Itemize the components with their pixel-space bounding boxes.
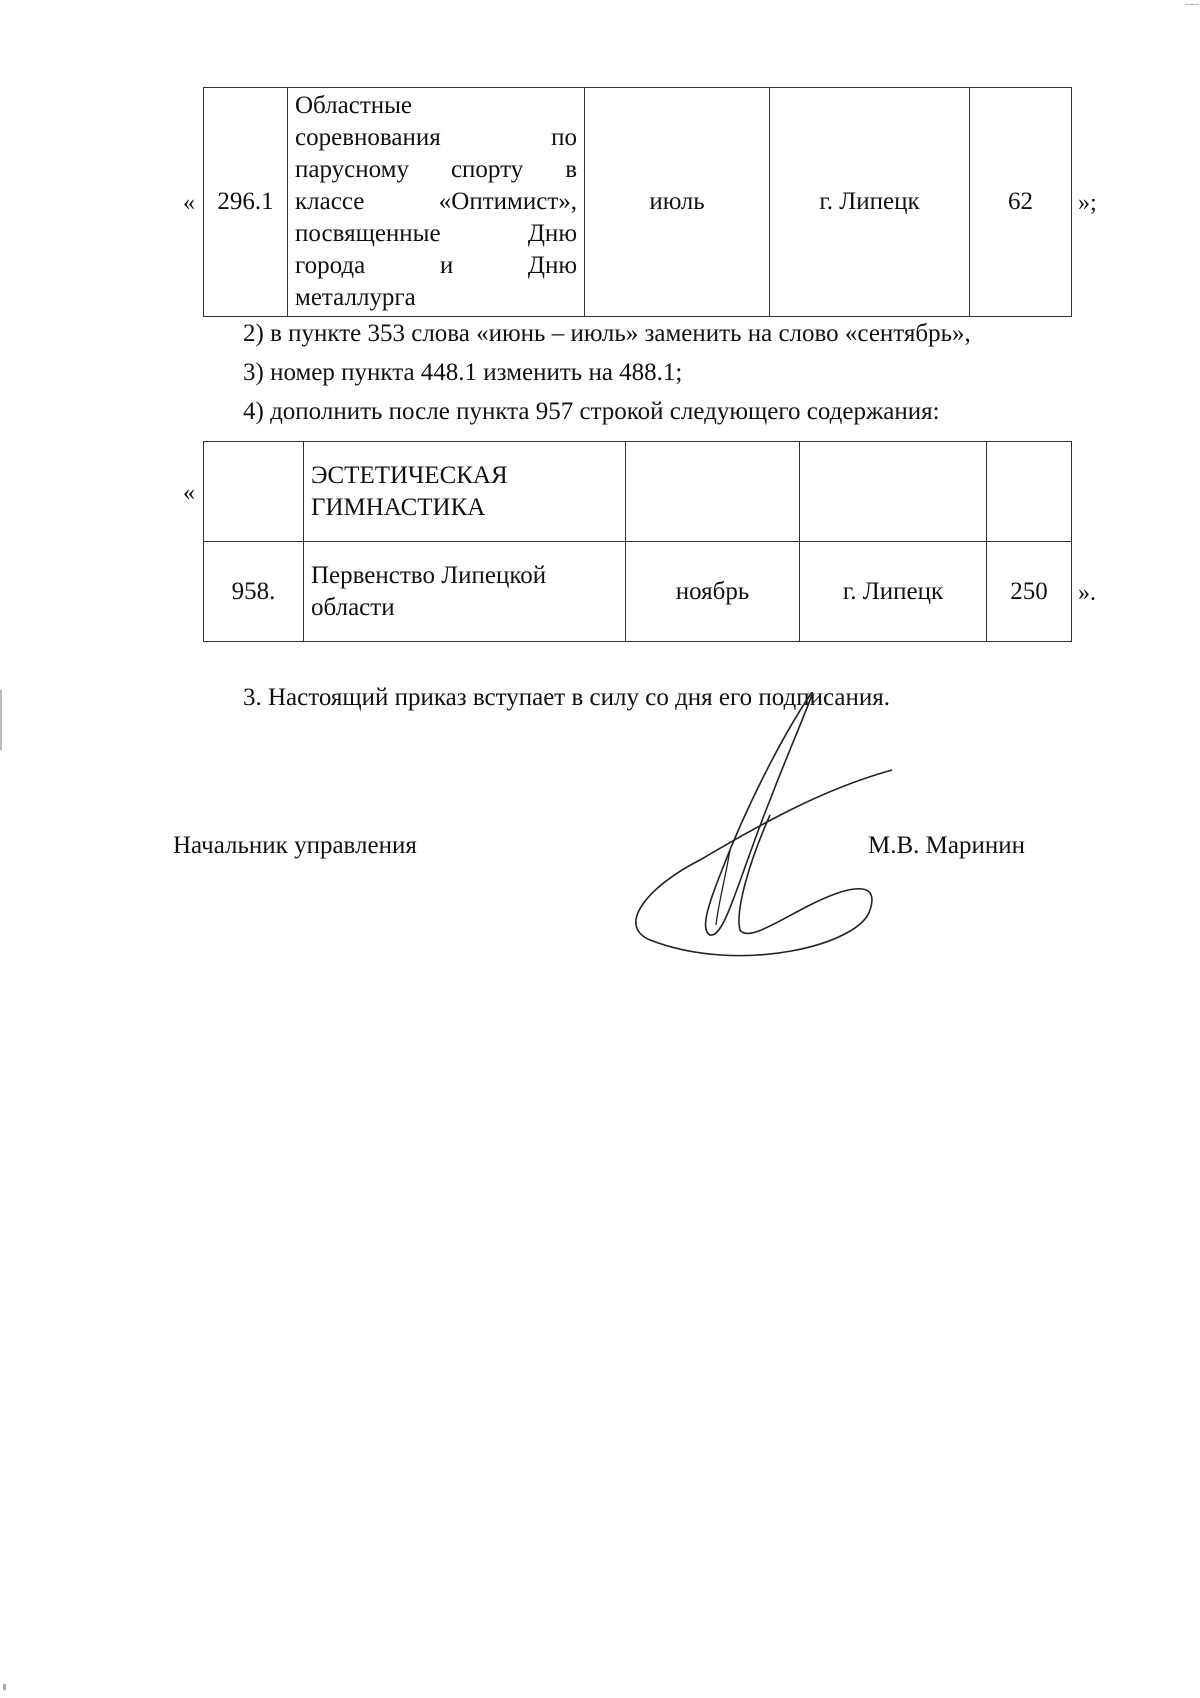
scan-edge-mark <box>0 690 2 750</box>
table2-section-header <box>304 442 626 542</box>
table2-number-cell: 958. <box>204 542 304 642</box>
amendment-item-4: 4) дополнить после пункта 957 строкой следующего содержания: <box>243 398 940 425</box>
name-line: посвященные Дню <box>295 220 577 247</box>
section-header-line: ГИМНАСТИКА <box>311 493 486 521</box>
name-line: парусному спорту в <box>295 156 577 183</box>
table1-name-cell <box>288 88 585 317</box>
table2-place-cell: г. Липецк <box>800 542 987 642</box>
table2-header-number-cell <box>204 442 304 542</box>
table2-open-quote: « <box>183 480 195 506</box>
table2-header-empty-cell <box>987 442 1072 542</box>
name-line: города и Дню <box>295 252 577 279</box>
scan-edge-mark <box>3 1684 6 1690</box>
name-line: классе «Оптимист», <box>295 188 577 215</box>
amendment-item-3: 3) номер пункта 448.1 изменить на 488.1; <box>243 359 683 386</box>
signatory-name: М.В. Маринин <box>868 832 1025 859</box>
table1-number-cell: 296.1 <box>204 88 288 317</box>
name-line: области <box>311 593 395 621</box>
table2-header-empty-cell <box>800 442 987 542</box>
handwritten-signature <box>630 680 900 970</box>
name-line: Областные <box>295 92 413 119</box>
signatory-role: Начальник управления <box>173 832 417 859</box>
table-row <box>204 442 1072 542</box>
table-row <box>204 88 1072 317</box>
amendment-item-2: 2) в пункте 353 слова «июнь – июль» заменить на слово «сентябрь», <box>243 320 971 347</box>
scan-edge-mark <box>1185 4 1199 5</box>
name-line: металлурга <box>295 284 416 311</box>
table2-header-empty-cell <box>626 442 800 542</box>
table2-month-cell: ноябрь <box>626 542 800 642</box>
clause-3: 3. Настоящий приказ вступает в силу со дня его подписания. <box>243 684 891 711</box>
table2-close-quote: ». <box>1078 580 1096 606</box>
table2-count-cell: 250 <box>987 542 1072 642</box>
table2 <box>203 441 1072 642</box>
table2-name-cell <box>304 542 626 642</box>
table1-open-quote: « <box>183 190 195 216</box>
table1-month-cell: июль <box>585 88 770 317</box>
name-line: соревнования по <box>295 124 577 151</box>
section-header-line: ЭСТЕТИЧЕСКАЯ <box>311 461 508 489</box>
table1-place-cell: г. Липецк <box>770 88 970 317</box>
table-row <box>204 542 1072 642</box>
table1-close-quote: »; <box>1078 190 1097 216</box>
table1 <box>203 87 1072 317</box>
table1-count-cell: 62 <box>970 88 1072 317</box>
name-line: Первенство Липецкой <box>311 561 547 589</box>
